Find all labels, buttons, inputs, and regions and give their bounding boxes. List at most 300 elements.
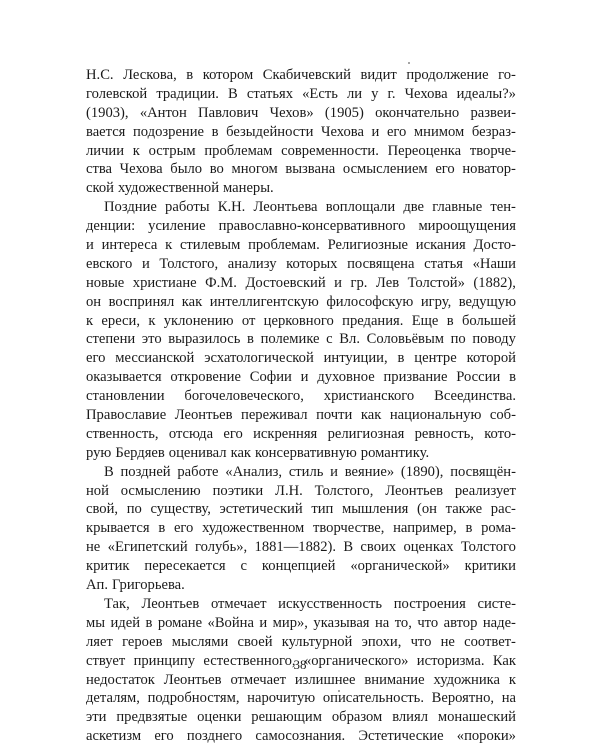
word: России [456,369,501,386]
word: переживал [241,407,308,424]
word: призвание [383,369,448,386]
word: Леонтьев [385,482,443,499]
word: Религиозные [327,237,409,254]
page-body [86,66,516,746]
word: идеалы?» [456,85,516,102]
text-line [86,104,516,123]
word: существу, [150,501,211,518]
word: творчестве, [313,520,385,537]
word: православно-консервативного [218,218,406,235]
text-line [86,406,516,425]
word: новые [86,274,125,291]
word: с [240,558,247,575]
word: к [508,671,516,688]
word: Эстетические [358,728,444,745]
word: своих [360,539,397,556]
word: эстетический [219,501,303,518]
word: го- [498,67,516,83]
word: искренняя [253,425,318,442]
text-line [86,368,516,387]
word: как [360,407,382,424]
word: и [141,255,150,272]
word: ли [346,85,363,102]
word: (1890), [400,463,444,480]
word: Софии [249,369,292,386]
word: проблемам. [248,237,320,254]
word: принципу [133,652,196,669]
word: его [173,520,194,537]
word: Чехова [320,123,364,140]
word: анализу [227,255,277,272]
word: безыдейности [226,123,314,140]
word: веяние» [344,463,395,480]
word: Леонтьев [163,671,222,688]
word: которой [466,350,516,367]
text-line [86,595,516,614]
word: большей [461,312,516,329]
word: что [410,633,432,650]
word: денции: [86,218,136,235]
word: в [465,520,473,537]
word: Всеединства. [434,388,516,405]
word: окончательно [375,104,460,121]
word: кото- [484,425,516,442]
word: мы [86,614,106,631]
word: религиозная [327,425,405,442]
word: предания. [342,312,404,329]
text-line [86,330,516,349]
word: свой, [86,501,119,518]
word: отмечает [210,595,267,612]
word: Православие [86,407,167,424]
text-line [86,274,516,293]
word: уклонению [163,312,234,329]
word: голевской [86,85,148,102]
word: проблемам [204,142,273,159]
word: крывается [86,520,150,537]
word: (1903), [86,104,129,121]
word: тен- [490,199,516,216]
word: К.Н. [217,199,246,216]
word: во [209,161,224,178]
word: естественного, [203,652,296,669]
word: критики [464,558,516,575]
word: острым [148,142,196,159]
text-line [86,689,516,708]
word: подробностям, [147,690,240,707]
word: мессианской [115,350,195,367]
word: мышления [341,501,409,518]
word: Ап. [86,577,108,594]
text-line [86,387,516,406]
word: В [228,85,238,102]
word: это [141,331,162,348]
word: поводу [472,331,516,348]
word: Чехов» [269,104,314,121]
word: в [247,331,254,348]
text-line [86,198,516,217]
word: что [417,614,439,631]
word: выразилось [168,331,241,348]
word: идей [110,614,141,631]
word: описательность. [322,690,424,707]
word: (1882), [473,274,516,291]
word: отсюда [168,425,214,442]
word: безраз- [471,123,516,140]
text-line [86,349,516,368]
text-line [86,179,516,198]
word: культурной [281,633,353,650]
word: многом [231,161,278,178]
text-line [86,217,516,236]
word: «Есть [302,85,338,102]
word: не [440,633,455,650]
word: позднего [186,728,243,745]
word: почти [316,407,353,424]
word: «Антон [139,104,187,121]
word: героев [122,633,163,650]
word: статья [424,255,463,272]
word: Григорьева. [112,577,185,594]
word: христианского [323,388,415,405]
word: также [445,501,483,518]
text-line [86,123,516,142]
word: влиял [392,709,428,726]
word: Толстого, [314,482,374,499]
word: г. [387,85,396,102]
word: «органической» [350,558,450,575]
word: Как [492,652,516,669]
word: его [435,161,455,178]
word: «Анализ, [225,463,283,480]
word: и [330,463,338,480]
word: ереси, [101,312,140,329]
word: на [501,690,516,707]
word: не [86,539,101,556]
text-line [86,293,516,312]
word: и [371,123,380,140]
word: главные [432,199,483,216]
word: 1881—1882). [254,539,336,556]
word: консервативную [255,444,357,461]
word: к [165,237,173,254]
word: вается [86,123,126,140]
word: (он [417,501,437,518]
word: эпохи, [361,633,402,650]
word: Толстого [460,539,516,556]
word: как [181,293,203,310]
word: полемике [260,331,320,348]
word: тип [311,501,334,518]
word: с [326,331,333,348]
word: Павлович [198,104,259,121]
word: излишнее [294,671,356,688]
word: Л.Н. [275,482,303,499]
word: стилевым [179,237,241,254]
text-line [86,463,516,482]
word: эсхатологической [204,350,314,367]
word: мир», [272,614,308,631]
word: художника [433,671,501,688]
scan-speck [408,62,410,64]
word: оценках [403,539,454,556]
word: интеллигентскую [209,293,319,310]
word: было [170,161,203,178]
text-line [86,66,516,85]
word: оценки [197,709,242,726]
word: осмыслением [342,161,428,178]
word: котором [202,67,254,83]
word: посвящён- [450,463,516,480]
word: манеры. [223,180,274,197]
word: искания [415,237,466,254]
text-line [86,708,516,727]
word: соответ- [464,633,516,650]
word: нарочитую [247,690,316,707]
word: в [211,123,219,140]
word: наде- [482,614,516,631]
word: историзма. [416,652,485,669]
word: оценивал [168,444,227,461]
text-line [86,500,516,519]
word: современности. [281,142,379,159]
word: указывая [313,614,370,631]
word: критик [86,558,130,575]
word: посвящена [347,255,415,272]
word: рома- [481,520,516,537]
word: откровение [170,369,241,386]
word: «Война [207,614,254,631]
word: решающим [251,709,322,726]
word: его [223,425,243,442]
word: Досто- [473,237,516,254]
word: Чехова [119,161,163,178]
text-line [86,85,516,104]
word: «Египетский [107,539,188,556]
word: образом [331,709,383,726]
word: Так, [104,595,130,612]
word: к [132,142,140,159]
word: и [259,614,268,631]
word: мнимом [413,123,465,140]
word: соб- [489,407,516,424]
word: Толстой» [407,274,465,291]
word: христиане [132,274,197,291]
word: интуиции, [323,350,388,367]
word: например, [393,520,457,537]
word: Лескова, [123,67,177,83]
word: ной [86,482,109,499]
word: центре [414,350,457,367]
word: В [104,463,114,480]
word: мироощущения [418,218,516,235]
word: воплощали [325,199,396,216]
word: Достоевский [245,274,326,291]
word: от [241,312,256,329]
word: творче- [469,142,516,159]
word: у [371,85,379,102]
word: Вл. [339,331,360,348]
word: стиль [288,463,324,480]
word: богочеловеческого, [184,388,304,405]
word: ведущую [458,293,516,310]
word: аскетизм [86,728,142,745]
word: предвзятые [116,709,188,726]
word: он [86,293,102,310]
word: мыслями [171,633,229,650]
word: (1905) [324,104,364,121]
word: интереса [101,237,158,254]
word: Леонтьев [174,407,233,424]
word: ства [86,161,113,178]
word: Вероятно, [431,690,495,707]
word: рас- [490,501,516,518]
word: игру, [420,293,452,310]
word: ревность, [414,425,474,442]
word: его [154,728,174,745]
text-line [86,142,516,161]
word: деталям, [86,690,140,707]
word: евского [86,255,133,272]
word: на [374,614,390,631]
word: голубь», [195,539,248,556]
word: в [186,67,194,83]
word: в [446,312,454,329]
text-line [86,482,516,501]
word: недостаток [86,671,155,688]
word: Н.С. [86,67,114,83]
word: осмыслению [120,482,201,499]
word: искусственность [278,595,383,612]
word: «органического» [303,652,409,669]
word: Бердяев [115,444,165,461]
word: ской [86,180,114,197]
page-number: 38 [293,657,307,672]
word: пересекается [144,558,226,575]
word: романтику. [360,444,430,461]
word: продолжение [406,67,489,83]
word: новатор- [462,161,516,178]
word: церковного [263,312,334,329]
word: личии [86,142,125,159]
word: подозрение [132,123,205,140]
word: Леонтьева [253,199,318,216]
word: эти [86,709,107,726]
text-line [86,444,516,463]
word: его [86,350,106,367]
text-line [86,538,516,557]
word: построения [393,595,466,612]
word: гр. [350,274,368,291]
word: Чехова [404,85,448,102]
word: автор [443,614,478,631]
word: становлении [86,388,165,405]
word: философскую [326,293,414,310]
word: Ф.М. [205,274,237,291]
word: монашеский [437,709,516,726]
word: ствует [86,652,126,669]
word: Лев [375,274,400,291]
word: развеи- [470,104,516,121]
word: Соловьёвым [366,331,444,348]
text-line [86,425,516,444]
word: поэтики [212,482,264,499]
word: усиление [148,218,206,235]
word: воспринял [108,293,175,310]
word: работе [177,463,219,480]
word: художественном [202,520,305,537]
text-line [86,255,516,274]
word: статьях [246,85,294,102]
word: вызвана [285,161,336,178]
word: Поздние [104,199,157,216]
text-line [86,576,516,595]
word: Леонтьев [141,595,200,612]
text-line [86,727,516,746]
word: духовное [317,369,375,386]
text-line [86,236,516,255]
word: отмечает [230,671,286,688]
word: как [230,444,252,461]
word: в [145,614,153,631]
word: концепцией [261,558,336,575]
word: романе [157,614,203,631]
word: оказывается [86,369,162,386]
word: которых [286,255,338,272]
word: в [158,520,166,537]
word: и [334,274,342,291]
word: систе- [477,595,516,612]
text-line [86,671,516,690]
word: работы [165,199,210,216]
word: две [403,199,425,216]
word: ляет [86,633,113,650]
word: внимание [364,671,425,688]
text-line [86,312,516,331]
word: поздней [120,463,171,480]
word: рую [86,444,112,461]
word: национальную [389,407,482,424]
word: и [300,369,309,386]
word: его [386,123,407,140]
word: своей [237,633,273,650]
text-line [86,557,516,576]
text-line [86,614,516,633]
word: видит [360,67,397,83]
word: к [86,312,94,329]
word: в [509,369,516,386]
word: то, [394,614,412,631]
word: Толстого, [159,255,219,272]
word: В [343,539,354,556]
word: по [126,501,142,518]
word: художественной [117,180,220,197]
word: степени [86,331,136,348]
text-line [86,160,516,179]
word: в [397,350,405,367]
word: по [450,331,466,348]
word: реализует [454,482,516,499]
word: Скабичевский [262,67,351,83]
word: самосознания. [255,728,346,745]
word: Переоценка [387,142,462,159]
text-line [86,519,516,538]
word: ственность, [86,425,159,442]
word: Еще [411,312,439,329]
word: и [86,237,94,254]
word: традиции. [156,85,219,102]
word: «Наши [472,255,516,272]
